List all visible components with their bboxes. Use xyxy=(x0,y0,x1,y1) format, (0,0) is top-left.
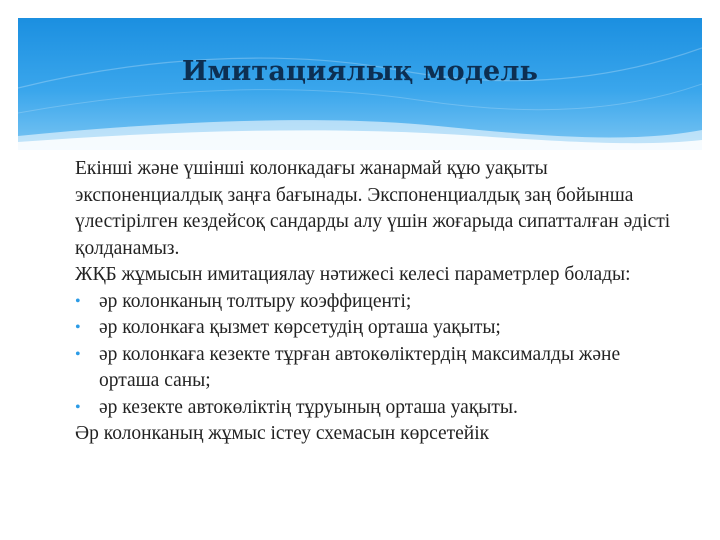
list-item-text: әр колонкаға қызмет көрсетудің орташа уақыты; xyxy=(99,317,501,338)
parameter-list xyxy=(75,289,675,422)
bullet-icon: • xyxy=(75,319,81,336)
list-item-text: әр колонкаға кезекте тұрған автокөліктердің максималды және орташа саны; xyxy=(99,343,621,391)
list-item-text: әр кезекте автокөліктің тұруының орташа уақыты. xyxy=(99,396,518,418)
paragraph-1: Екінші және үшінші колонкадағы жанармай құю уақыты экспоненциалдық заңға бағынады. Экспоненциалдық заң бойынша үлестірілген кездейсоқ сандарды алу үшін жоғарыда сипатталған әдісті қолданамыз. xyxy=(75,158,671,259)
list-item xyxy=(75,315,675,342)
bullet-icon: • xyxy=(75,398,81,416)
list-item xyxy=(75,342,675,395)
slide-body xyxy=(75,156,675,448)
paragraph-2: ЖҚБ жұмысын имитациялау нәтижесі келесі параметрлер болады: xyxy=(75,264,631,285)
list-item xyxy=(75,289,675,316)
list-item xyxy=(75,395,675,422)
bullet-icon: • xyxy=(75,345,81,363)
slide-title: Имитациялық модель xyxy=(181,56,539,87)
closing-line: Әр колонканың жұмыс істеу схемасын көрсетейік xyxy=(75,423,490,444)
bullet-icon: • xyxy=(75,292,81,310)
list-item-text: әр колонканың толтыру коэффиценті; xyxy=(99,290,412,312)
